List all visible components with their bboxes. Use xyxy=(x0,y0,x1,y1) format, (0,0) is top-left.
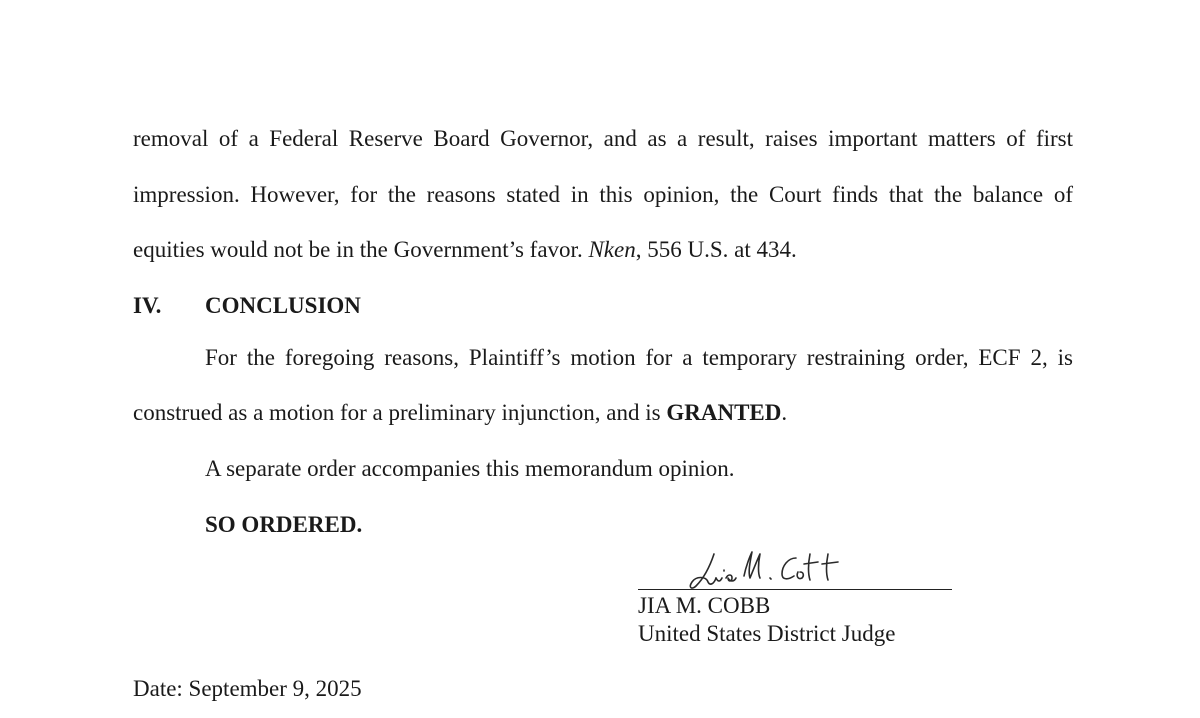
section-number: IV. xyxy=(133,293,162,318)
judge-name: JIA M. COBB xyxy=(638,593,771,618)
conclusion-line-2-text: construed as a motion for a preliminary injunction, and is xyxy=(133,400,667,425)
signature-line xyxy=(638,589,952,590)
body-line-2: impression. However, for the reasons stated in this opinion, the Court finds that the balance of xyxy=(133,182,1073,207)
case-citation: Nken xyxy=(588,237,636,262)
conclusion-line-2-period: . xyxy=(781,400,788,425)
date-line: Date: September 9, 2025 xyxy=(133,676,362,701)
separate-order-line: A separate order accompanies this memorandum opinion. xyxy=(205,456,735,481)
citation-tail: , 556 U.S. at 434. xyxy=(635,237,797,262)
conclusion-line-1: For the foregoing reasons, Plaintiff’s motion for a temporary restraining order, ECF 2, is xyxy=(205,345,1073,370)
conclusion-line-2 xyxy=(133,399,787,427)
section-title: CONCLUSION xyxy=(205,293,361,318)
judge-title: United States District Judge xyxy=(638,621,896,646)
body-line-1: removal of a Federal Reserve Board Governor, and as a result, raises important matters of first xyxy=(133,126,1073,151)
so-ordered: SO ORDERED. xyxy=(205,512,363,537)
body-line-3 xyxy=(133,236,797,264)
body-line-3-text: equities would not be in the Government’s favor. xyxy=(133,237,589,262)
granted-text: GRANTED xyxy=(666,400,782,425)
handwritten-signature xyxy=(684,548,864,594)
